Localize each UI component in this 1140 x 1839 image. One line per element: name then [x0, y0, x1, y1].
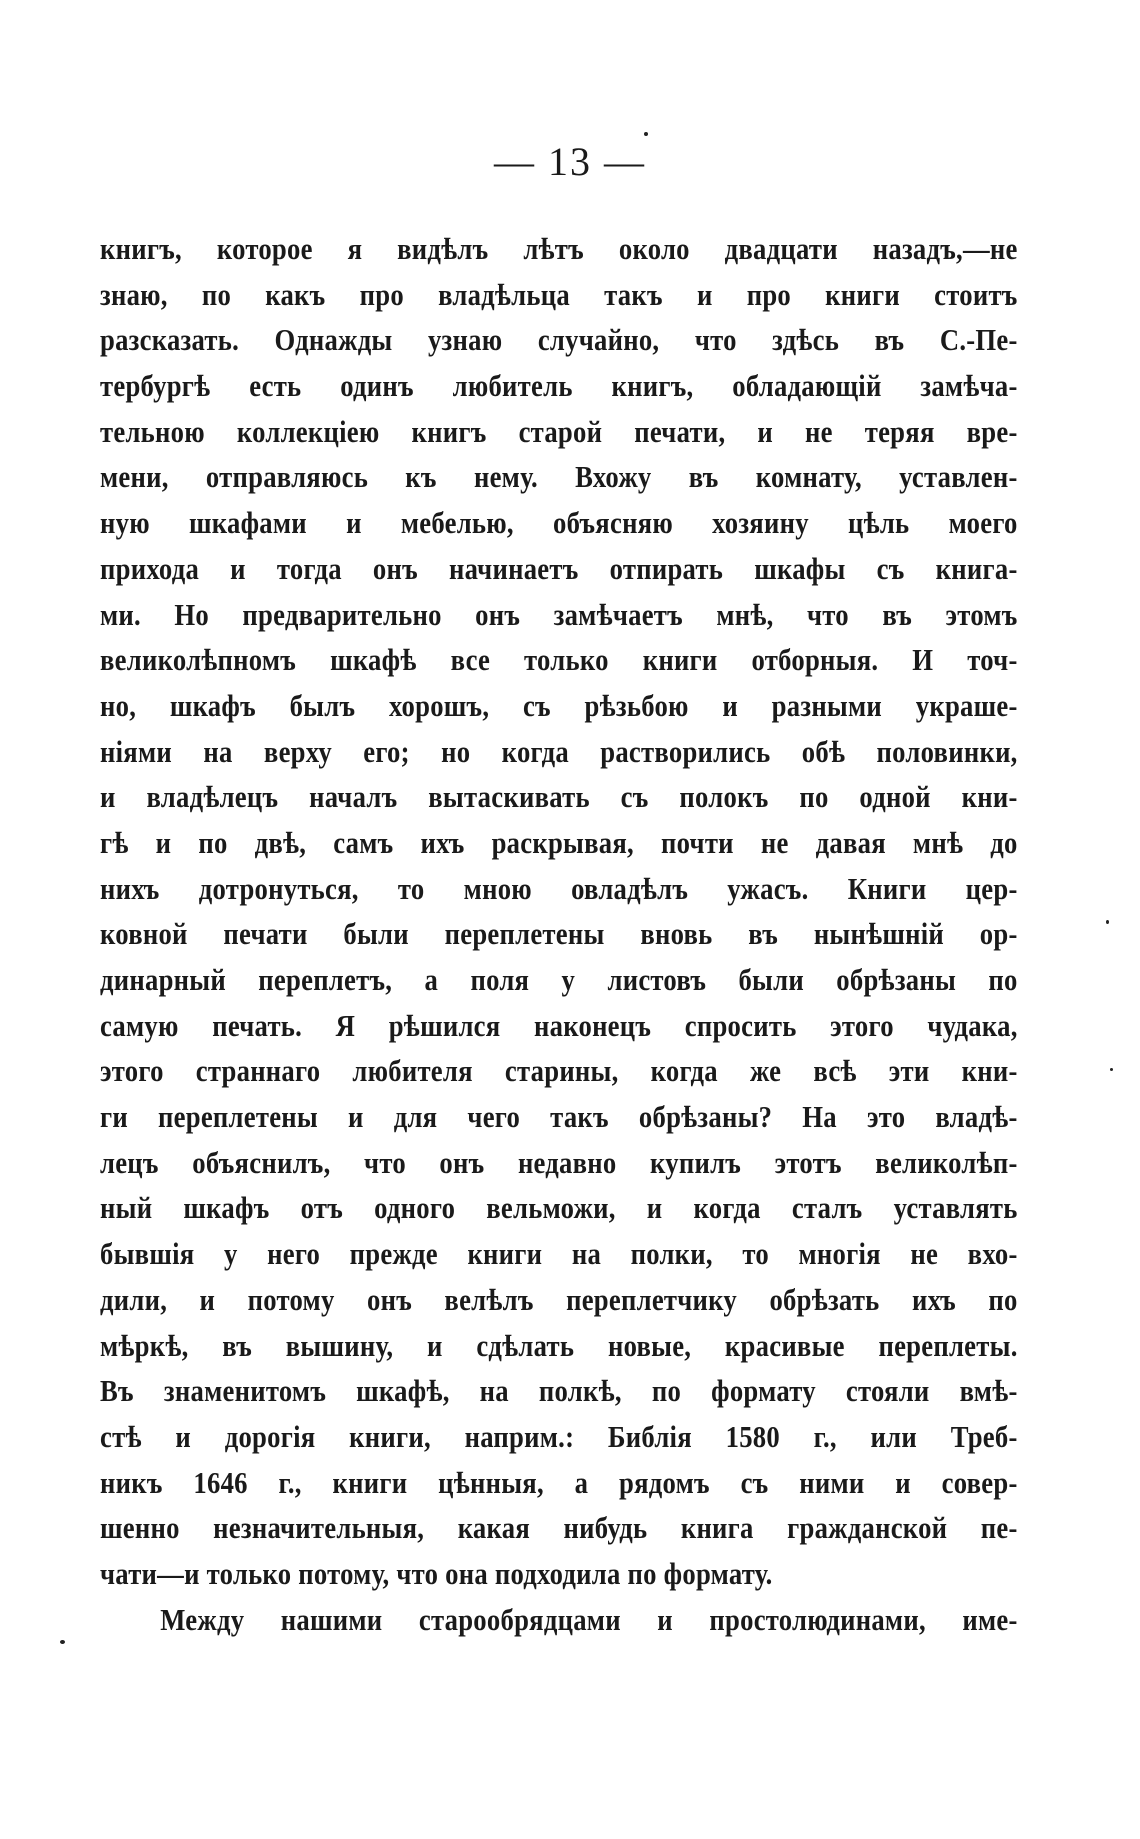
text-line: тельною коллекціею книгъ старой печати, и не теряя вре- — [100, 413, 1018, 449]
text-line: ми. Но предварительно онъ замѣчаетъ мнѣ, что въ этомъ — [100, 596, 1018, 632]
body-text — [100, 226, 1018, 1642]
text-line: великолѣпномъ шкафѣ все только книги отборныя. И точ- — [100, 642, 1018, 678]
text-line: тербургѣ есть одинъ любитель книгъ, обладающій замѣча- — [100, 368, 1018, 404]
text-line: прихода и тогда онъ начинаетъ отпирать шкафы съ книга- — [100, 550, 1018, 586]
text-line: нихъ дотронуться, то мною овладѣлъ ужасъ. Книги цер- — [100, 870, 1018, 906]
text-line: и владѣлецъ началъ вытаскивать съ полокъ по одной кни- — [100, 779, 1018, 815]
text-line: ную шкафами и мебелью, объясняю хозяину цѣль моего — [100, 505, 1018, 541]
text-line: чати—и только потому, что она подходила по формату. — [100, 1555, 773, 1591]
print-speck — [60, 1640, 65, 1644]
text-line: Въ знаменитомъ шкафѣ, на полкѣ, по формату стояли вмѣ- — [100, 1373, 1018, 1409]
text-line: ніями на верху его; но когда растворились обѣ половинки, — [100, 733, 1018, 769]
text-line: ный шкафъ отъ одного вельможи, и когда сталъ уставлять — [100, 1190, 1018, 1226]
text-line: Между нашими старообрядцами и простолюдинами, име- — [160, 1601, 1018, 1637]
text-line: мѣркѣ, въ вышину, и сдѣлать новые, красивые переплеты. — [100, 1327, 1018, 1363]
print-speck — [1106, 920, 1109, 924]
text-line: шенно незначительныя, какая нибудь книга гражданской пе- — [100, 1510, 1018, 1546]
text-line: гѣ и по двѣ, самъ ихъ раскрывая, почти не давая мнѣ до — [100, 824, 1018, 860]
text-line: разсказать. Однажды узнаю случайно, что здѣсь въ С.-Пе- — [100, 322, 1018, 358]
text-line: лецъ объяснилъ, что онъ недавно купилъ этотъ великолѣп- — [100, 1144, 1018, 1180]
page-number: — 13 — — [494, 139, 646, 184]
text-line: но, шкафъ былъ хорошъ, съ рѣзьбою и разными украше- — [100, 687, 1018, 723]
text-line: этого страннаго любителя старины, когда же всѣ эти кни- — [100, 1053, 1018, 1089]
text-line: самую печать. Я рѣшился наконецъ спросить этого чудака, — [100, 1007, 1018, 1043]
text-line: динарный переплетъ, а поля у листовъ были обрѣзаны по — [100, 962, 1018, 997]
text-line: дили, и потому онъ велѣлъ переплетчику обрѣзать ихъ по — [100, 1281, 1018, 1317]
print-speck — [1110, 1068, 1113, 1071]
text-line: ковной печати были переплетены вновь въ нынѣшній ор- — [100, 916, 1018, 952]
text-line: бывшія у него прежде книги на полки, то многія не вхо- — [100, 1236, 1018, 1272]
print-speck — [644, 132, 648, 136]
text-line: стѣ и дорогія книги, наприм.: Библія 1580 г., или Треб- — [100, 1418, 1018, 1454]
text-line: мени, отправляюсь къ нему. Вхожу въ комнату, уставлен- — [100, 459, 1018, 495]
text-line: никъ 1646 г., книги цѣнныя, а рядомъ съ ними и совер- — [100, 1464, 1018, 1500]
text-line: ги переплетены и для чего такъ обрѣзаны? На это владѣ- — [100, 1099, 1018, 1135]
text-line: знаю, по какъ про владѣльца такъ и про книги стоитъ — [100, 276, 1018, 312]
text-line: книгъ, которое я видѣлъ лѣтъ около двадцати назадъ,—не — [100, 231, 1018, 266]
